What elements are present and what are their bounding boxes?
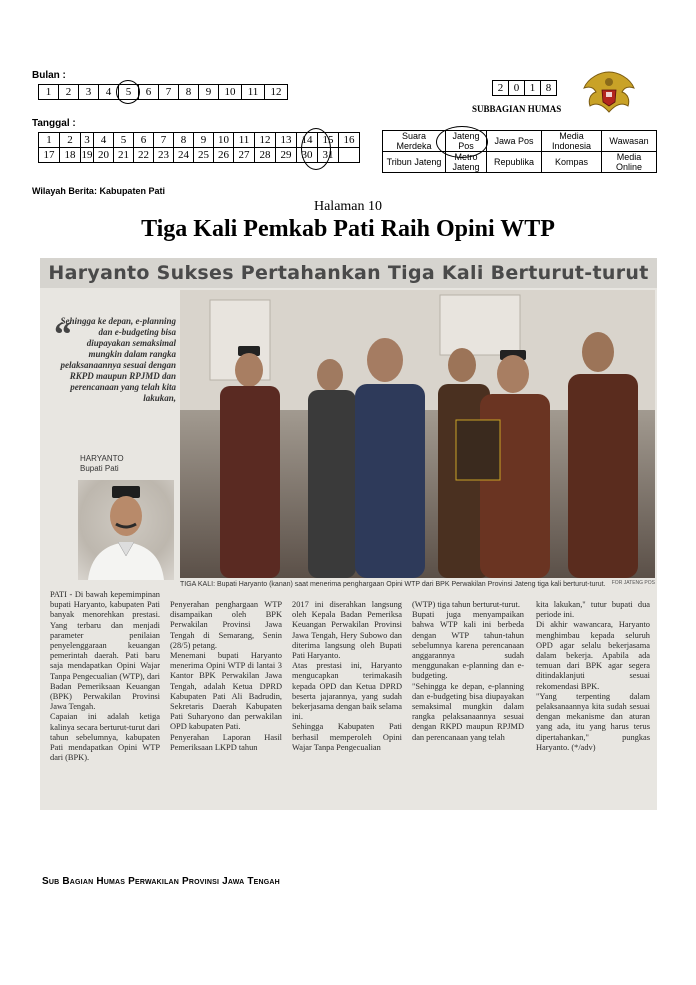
tanggal-cell: 21 [114, 148, 134, 163]
headline: Tiga Kali Pemkab Pati Raih Opini WTP [141, 216, 555, 242]
media-cell: Wawasan [602, 131, 657, 152]
tanggal-cell: 22 [134, 148, 154, 163]
media-cell: Jateng Pos [446, 131, 487, 152]
bulan-cell: 12 [265, 85, 288, 100]
wilayah-berita: Wilayah Berita: Kabupaten Pati [32, 186, 165, 196]
bulan-cell: 6 [139, 85, 159, 100]
year-digit: 8 [541, 81, 557, 96]
tanggal-cell: 31 [318, 148, 339, 163]
speaker-caption [80, 454, 124, 474]
tanggal-cell: 6 [134, 133, 154, 148]
footer-org: Sub Bagian Humas Perwakilan Provinsi Jawa Tengah [42, 876, 280, 887]
pull-quote: Sehingga ke depan, e-planning dan e-budgeting bisa diupayakan semaksimal mungkin dalam rangka pelaksanaannya sesuai dengan RKPD maupun RPJMD dan perencanaan yang telah kita lakukan, [60, 316, 176, 403]
article-column-3: 2017 ini diserahkan langsung oleh Kepala Badan Pemeriksa Keuangan Perwakilan Provinsi Jawa Tengah, Hery Subowo dan diterima langsung oleh Bupati Pati Haryanto. Atas prestasi ini, Haryanto mengucapkan terimakasih kepada OPD dan Ketua DPRD beserta jajarannya, yang sudah bekerjasama dengan baik selama ini. Sehingga Kabupaten Pati berhasil memperoleh Opini Wajar Tanpa Pengecualian [292, 600, 402, 752]
media-cell: Media Indonesia [542, 131, 602, 152]
tanggal-cell: 16 [339, 133, 360, 148]
speaker-title: Bupati Pati [80, 464, 119, 473]
news-clipping [40, 258, 657, 810]
bulan-cell: 4 [99, 85, 119, 100]
org-label: SUBBAGIAN HUMAS [472, 104, 562, 114]
tanggal-cell: 9 [194, 133, 214, 148]
bulan-cell: 2 [59, 85, 79, 100]
tanggal-cell: 24 [174, 148, 194, 163]
photo-credit: FOR JATENG POS [611, 580, 655, 586]
article-column-2: Penyerahan penghargaan WTP disampaikan oleh BPK Perwakilan Provinsi Jawa Tengah di Semarang, Senin (28/5) petang. Menemani bupati Haryanto menerima Opini WTP di lantai 3 Kantor BPK Perwakilan Jawa Tengah, adalah Ketua DPRD Kabupaten Pati Ali Badrudin, Sekretaris Daerah Kabupaten Pati Suharyono dan perwakilan OPD kabupaten Pati. Penyerahan Laporan Hasil Pemeriksaan LKPD tahun [170, 600, 282, 752]
tanggal-cell: 28 [255, 148, 276, 163]
tanggal-cell: 12 [255, 133, 276, 148]
bulan-grid [38, 84, 288, 100]
year-grid [492, 80, 557, 96]
tanggal-cell: 11 [234, 133, 255, 148]
bulan-cell: 1 [39, 85, 59, 100]
quote-mark-icon: “ [54, 314, 72, 354]
tanggal-cell: 19 [81, 149, 93, 161]
tanggal-cell: 8 [174, 133, 194, 148]
tanggal-cell: 29 [276, 148, 297, 163]
bulan-cell: 3 [79, 85, 99, 100]
page-number: Halaman 10 [313, 199, 383, 214]
bulan-cell: 7 [159, 85, 179, 100]
bulan-label: Bulan : [32, 70, 66, 81]
article-column-1: PATI - Di bawah kepemimpinan bupati Haryanto, kabupaten Pati banyak menorehkan prestasi. Yang terbaru dan menjadi parameter penilaian penyelenggaraan keuangan pemerintah daerah. Pati baru saja mendapatkan Opini Wajar Tanpa Pengecualian (WTP), dari Badan Pemeriksaan Keuangan (BPK) Perwakilan Provinsi Jawa Tengah. Capaian ini adalah ketiga kalinya secara berturut-turut dari tahun sebelumnya, kabupaten Pati mendapatkan Opini WTP dari (BPK). [50, 590, 160, 763]
bupati-portrait [78, 480, 174, 580]
media-cell: Tribun Jateng [383, 152, 446, 173]
tanggal-cell: 13 [276, 133, 297, 148]
media-cell: Metro Jateng [446, 152, 487, 173]
garuda-emblem-icon [580, 68, 638, 116]
media-cell: Republika [487, 152, 542, 173]
media-cell: Jawa Pos [487, 131, 542, 152]
award-photo [180, 290, 655, 578]
award-ceremony-illustration [180, 290, 655, 578]
media-cell: Suara Merdeka [383, 131, 446, 152]
speaker-name: HARYANTO [80, 454, 124, 463]
tanggal-cell: 2 [60, 133, 81, 148]
tanggal-cell: 10 [214, 133, 234, 148]
tanggal-cell: 14 [297, 133, 318, 148]
year-digit: 2 [493, 81, 509, 96]
year-digit: 0 [509, 81, 525, 96]
tanggal-cell: 3 [81, 133, 94, 148]
tanggal-cell: 18 [60, 148, 81, 163]
bulan-cell: 5 [119, 85, 139, 100]
tanggal-cell: 27 [234, 148, 255, 163]
tanggal-cell: 20 [94, 148, 114, 163]
tanggal-grid [38, 132, 360, 163]
bulan-cell: 10 [219, 85, 242, 100]
media-cell: Kompas [542, 152, 602, 173]
year-digit: 1 [525, 81, 541, 96]
bulan-cell: 11 [242, 85, 265, 100]
tanggal-cell: 5 [114, 133, 134, 148]
article-column-4: (WTP) tiga tahun berturut-turut. Bupati juga menyampaikan bahwa WTP kali ini berbeda dengan WTP tahun-tahun sebelumnya karena perencanaan anggarannya sudah menggunakan e-planning dan e-budgeting. "Sehingga ke depan, e-planning dan e-budgeting bisa diupayakan semaksimal mungkin dalam rangka pelaksanaannya sesuai dengan RKPD maupun RPJMD dan perencanaan yang telah [412, 600, 524, 742]
tanggal-cell: 26 [214, 148, 234, 163]
photo-caption: TIGA KALI: Bupati Haryanto (kanan) saat menerima penghargaan Opini WTP dari BPK Perwakilan Provinsi Jateng tiga kali berturut-turut. [180, 581, 606, 588]
tanggal-cell: 1 [39, 133, 60, 148]
portrait-figure-icon [78, 480, 174, 580]
bulan-cell: 8 [179, 85, 199, 100]
tanggal-cell: 7 [154, 133, 174, 148]
media-grid [382, 130, 657, 173]
article-column-5: kita lakukan," tutur bupati dua periode ini. Di akhir wawancara, Haryanto menghimbau kepada seluruh OPD agar selalu bekerjasama dalam bekerja. Apabila ada temuan dari BPK agar segera ditindaklanjuti sesuai rekomendasi BPK. "Yang terpenting dalam pelaksanaannya kita sudah sesuai dengan mekanisme dan aturan yang ada, itu yang harus terus dipertahankan," pungkas Haryanto. (*/adv) [536, 600, 650, 752]
tanggal-label: Tanggal : [32, 118, 76, 129]
tanggal-cell: 25 [194, 148, 214, 163]
tanggal-cell [339, 148, 360, 163]
tanggal-cell: 23 [154, 148, 174, 163]
tanggal-cell: 17 [39, 148, 60, 163]
tanggal-cell: 30 [297, 148, 318, 163]
tanggal-cell: 4 [94, 133, 114, 148]
clipping-banner: Haryanto Sukses Pertahankan Tiga Kali Berturut-turut [40, 258, 657, 288]
media-cell: Media Online [602, 152, 657, 173]
tanggal-cell: 15 [318, 133, 339, 148]
bulan-cell: 9 [199, 85, 219, 100]
